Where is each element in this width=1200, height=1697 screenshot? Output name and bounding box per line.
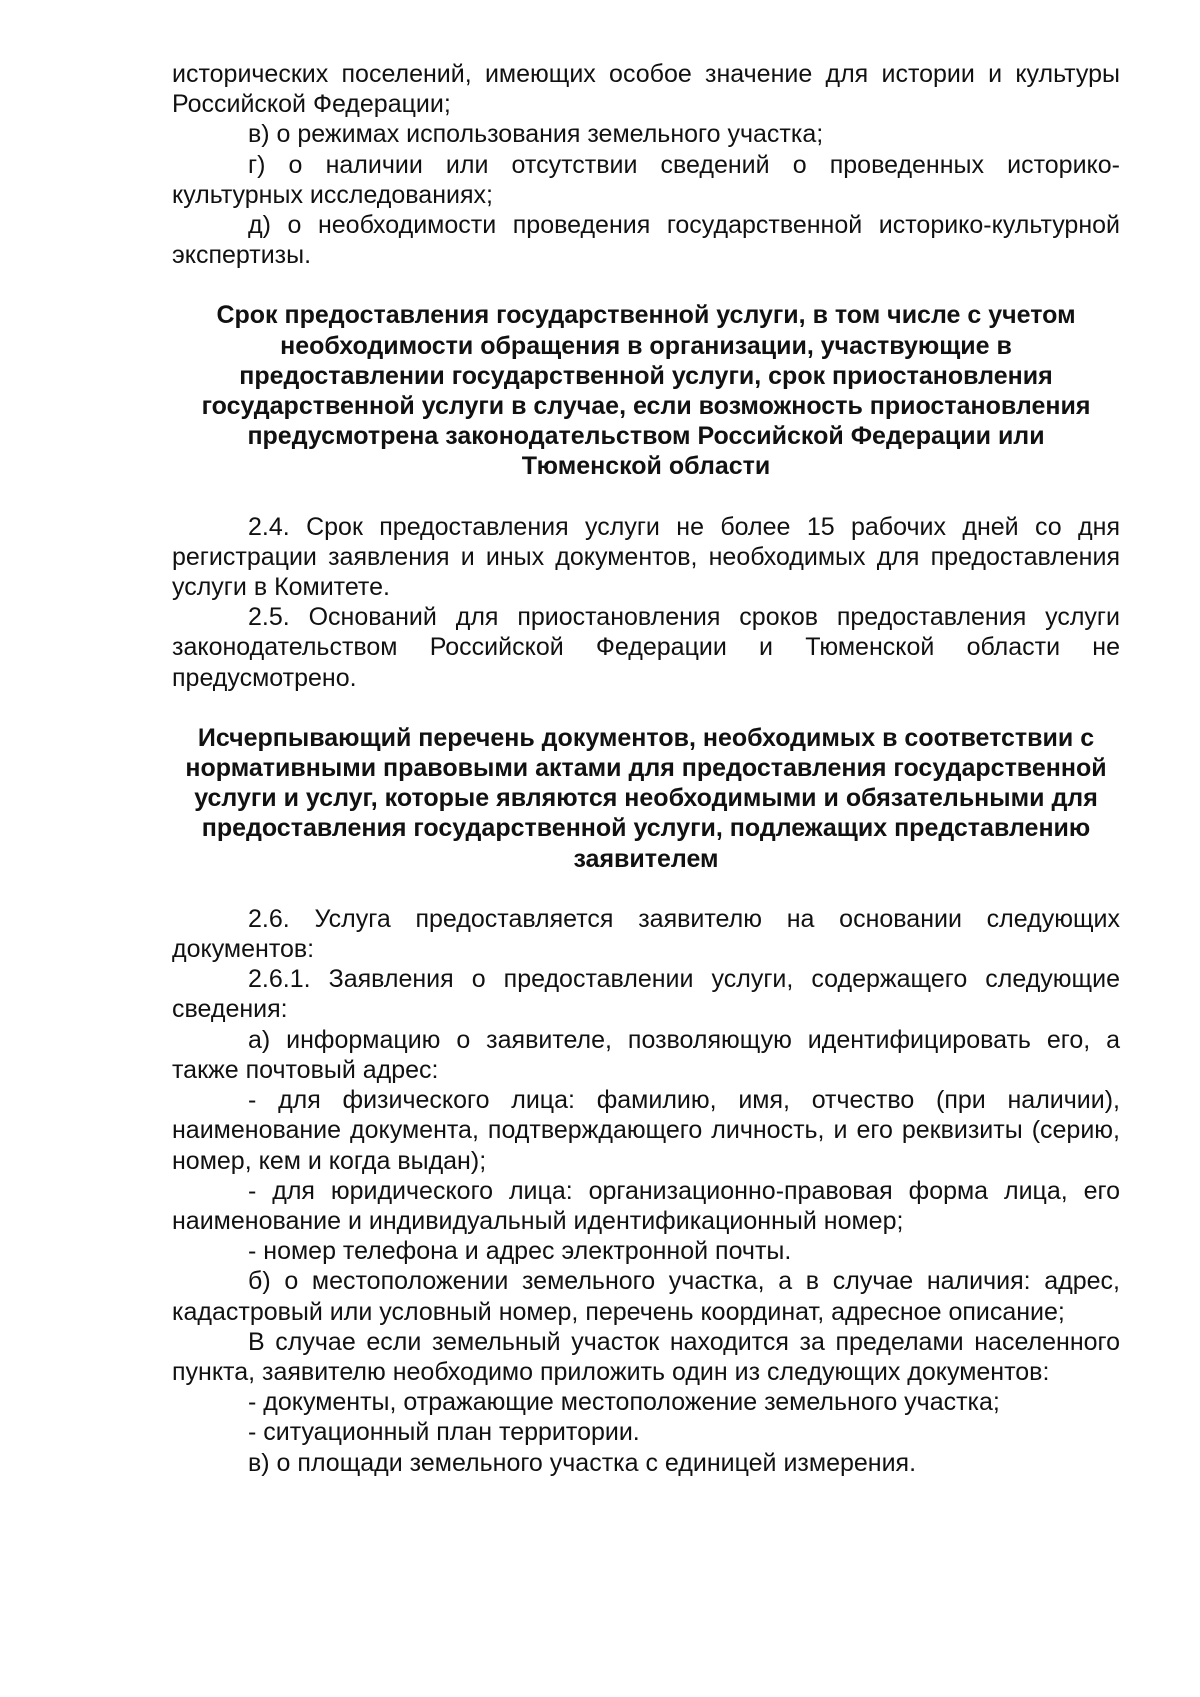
paragraph-continuation: исторических поселений, имеющих особое значение для истории и культуры Российской Федерации;: [172, 60, 1120, 119]
paragraph-2-6: 2.6. Услуга предоставляется заявителю на основании следующих документов:: [172, 904, 1120, 964]
spacer: [172, 693, 1120, 723]
paragraph-item-v-area: в) о площади земельного участка с единицей измерения.: [248, 1448, 917, 1477]
paragraph-item-b: б) о местоположении земельного участка, а в случае наличия: адрес, кадастровый или условный номер, перечень координат, адресное описание;: [172, 1267, 1120, 1326]
paragraph-item-d: д) о необходимости проведения государственной историко-культурной экспертизы.: [172, 211, 1120, 270]
paragraph-item-g: г) о наличии или отсутствии сведений о проведенных историко-культурных исследованиях;: [172, 150, 1120, 209]
paragraph-2-6-1: 2.6.1. Заявления о предоставлении услуги, содержащего следующие сведения:: [172, 965, 1120, 1024]
paragraph-location-docs: - документы, отражающие местоположение земельного участка;: [248, 1388, 1000, 1417]
paragraph-item-a: а) информацию о заявителе, позволяющую идентифицировать его, а также почтовый адрес:: [172, 1025, 1120, 1084]
paragraph-situation-plan: - ситуационный план территории.: [248, 1418, 640, 1447]
document-page: [172, 59, 1120, 1478]
paragraph-2-4: 2.4. Срок предоставления услуги не более 15 рабочих дней со дня регистрации заявления и иных документов, необходимых для предоставления услуги в Комитете.: [172, 512, 1120, 602]
paragraph-contacts: - номер телефона и адрес электронной почты.: [248, 1237, 792, 1266]
paragraph-physical-person: - для физического лица: фамилию, имя, отчество (при наличии), наименование документа, подтверждающего личность, и его реквизиты (серию, номер, кем и когда выдан);: [172, 1086, 1120, 1175]
paragraph-legal-entity: - для юридического лица: организационно-правовая форма лица, его наименование и индивидуальный идентификационный номер;: [172, 1176, 1120, 1235]
section-heading-term: Срок предоставления государственной услуги, в том числе с учетом необходимости обращения в организации, участвующие в предоставлении государственной услуги, срок приостановления государственной услуги в случае, если возможность приостановления предусмотрена законодательством Российской Федерации или Тюменской области: [201, 301, 1091, 481]
spacer: [172, 874, 1120, 904]
spacer: [172, 270, 1120, 300]
spacer: [172, 482, 1120, 512]
paragraph-item-v: в) о режимах использования земельного участка;: [248, 120, 824, 149]
section-heading-documents: Исчерпывающий перечень документов, необходимых в соответствии с нормативными правовыми актами для предоставления государственной услуги и услуг, которые являются необходимыми и обязательными для предоставления государственной услуги, подлежащих представлению заявителем: [185, 723, 1107, 873]
paragraph-2-5: 2.5. Оснований для приостановления сроков предоставления услуги законодательством Российской Федерации и Тюменской области не предусмотрено.: [172, 603, 1120, 692]
paragraph-outside-settlement: В случае если земельный участок находится за пределами населенного пункта, заявителю необходимо приложить один из следующих документов:: [172, 1327, 1120, 1386]
